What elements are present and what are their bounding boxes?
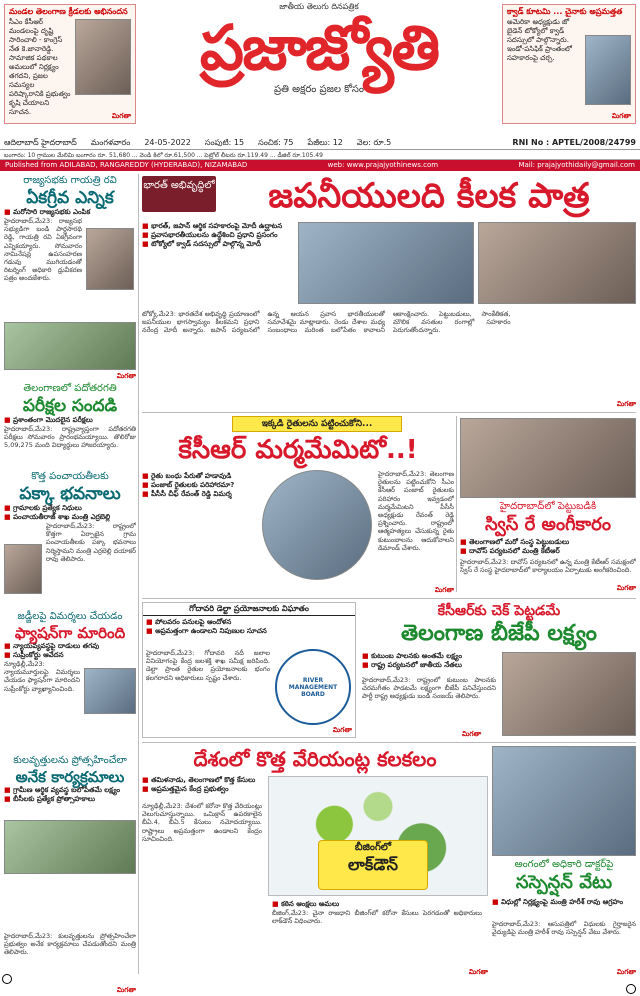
lead-photo-1 [298, 222, 474, 304]
s4-body: న్యూఢిల్లీ,మే23: న్యాయమూర్తులపై విమర్శలు చేయడం ఫ్యాషన్‌గా మారిందని సుప్రీంకోర్టు వ్యాఖ్యానించింది. [4, 660, 80, 693]
swiss-bullet-1: ■ తెలంగాణలో మరో సంస్థ పెట్టుబడులు [460, 538, 636, 547]
lead-story [142, 176, 636, 410]
left-ear-photo [75, 19, 131, 95]
swiss-photo [460, 418, 636, 498]
s5-headline: అనేక కార్యక్రమాలు [15, 768, 125, 786]
beijing-lockdown-box [318, 840, 428, 890]
s5-bullet-2: ■ బీసీలకు ప్రత్యేక ప్రోత్సాహకాలు [4, 795, 136, 804]
godavari-bullet-2: ■ అప్రమత్తంగా ఉండాలని నిపుణుల సూచన [146, 627, 352, 636]
kcr-more[interactable]: మిగతా [434, 586, 454, 594]
left-ear-more[interactable]: మిగతా [111, 112, 131, 120]
godavari-headline: గోదావరి డెల్టా ప్రయోజనాలకు విఘాతం [143, 603, 355, 616]
kcr-story [142, 416, 454, 596]
s2-headline: పరీక్షల సందడి [22, 396, 118, 416]
publication-bar [0, 160, 640, 171]
s5-more[interactable]: మిగతా [116, 986, 136, 994]
suspension-story [492, 746, 636, 978]
email-link[interactable]: Mail: prajajyothidaily@gmail.com [518, 161, 635, 169]
beijing-kicker: బీజింగ్‌లో [354, 842, 392, 853]
right-ear-box [502, 4, 636, 124]
kcr-headline: కేసీఆర్ మర్మమేమిటో..! [178, 435, 418, 465]
s1-body: హైదరాబాద్,మే23: రాజ్యసభ సభ్యుడిగా బండి పార్థసారథి రెడ్డి, గాయత్రి రవి ఏకగ్రీవంగా ఎన్నికయ్యారు. సోమవారం నామినేషన్ల ఉపసంహరణ గడువు ముగియడంతో రిటర్నింగ్ అధికారి ధ్రువీకరణ పత్రం అందజేశారు. [4, 217, 82, 283]
covid-body: న్యూఢిల్లీ,మే23: దేశంలో కరోనా కొత్త వేరియంట్లు వెలుగుచూస్తున్నాయి. ఒమిక్రాన్ ఉపరకాలైన బీఏ.4, బీఏ.5 కేసులు నమోదయ్యాయి. రాష్ట్రాలు అప్రమత్తంగా ఉండాలని కేంద్రం సూచించింది. [142, 802, 262, 843]
s4-kicker: జడ్జీలపై విమర్శలు చేయడం [17, 611, 123, 622]
volume: సంపుటి: 15 [204, 137, 245, 147]
left-column-divider [138, 174, 139, 974]
right-ear-tag: క్వాడ్ కూటమి ... చైనాకు అప్రమత్తత [507, 7, 623, 16]
s4-block [4, 610, 136, 724]
swiss-more[interactable]: మిగతా [616, 584, 636, 592]
s1-photo [86, 228, 134, 290]
publication-places: Published from ADILABAD, RANGAREDDY (HYDERABAD), NIZAMABAD [5, 161, 248, 169]
rni-number: RNI No : APTEL/2008/24799 [512, 137, 636, 147]
masthead-small-label: జాతీయ తెలుగు దినపత్రిక [279, 2, 359, 11]
swiss-headline: స్విస్ రే అంగీకారం [485, 514, 611, 535]
left-ear-box [4, 4, 136, 124]
s4-photo [84, 668, 136, 714]
beijing-bullet: ■ కఠిన ఆంక్షలు అమలు [272, 900, 482, 909]
left-column [4, 174, 136, 994]
s3-bullet-2: ■ పంచాయతీరాజ్ శాఖ మంత్రి ఎర్రబెల్లి [4, 513, 136, 522]
bjp-bullet-1: ■ కుటుంబ పాలనకు అంతమే లక్ష్యం [362, 652, 496, 661]
lower-divider [142, 742, 636, 743]
bjp-bullets [362, 652, 496, 670]
bjp-headline: తెలంగాణ బీజేపీ లక్ష్యం [401, 621, 597, 646]
s1-headline: ఏకగ్రీవ ఎన్నిక [26, 188, 114, 208]
page-count: పేజీలు: 12 [307, 137, 343, 147]
right-ear-text: అమెరికా అధ్యక్షుడు జో బైడెన్ టోక్యోలో క్వాడ్ సదస్సులో పాల్గొన్నారు. ఇండో-పసిఫిక్ ప్రాంతంలో సహకారంపై చర్చ. [507, 18, 572, 62]
s4-bullet-1: ■ న్యాయవ్యవస్థపై దాడులు తగవు [4, 642, 136, 651]
suspension-body: హైదరాబాద్,మే23: ఆసుపత్రిలో విధులకు గైర్హాజరైన వైద్యుడిపై మంత్రి హరీశ్ రావు సస్పెన్షన్ వేటు వేశారు. [492, 920, 636, 937]
date-strip [0, 136, 640, 150]
lead-bullet-1: ■ భారత్, జపాన్ ఆర్థిక సహకారంపై మోదీ ఉద్ఘాటన [142, 222, 292, 231]
covid-more[interactable]: మిగతా [468, 968, 488, 976]
swiss-divider [456, 416, 457, 592]
beijing-text [272, 900, 482, 969]
godavari-story [142, 602, 356, 738]
lead-divider [142, 412, 636, 413]
swiss-bullet-2: ■ దావోస్ పర్యటనలో మంత్రి కేటీఆర్ [460, 547, 636, 556]
swiss-story [460, 418, 636, 594]
mid-divider [142, 598, 636, 599]
bjp-more[interactable]: మిగతా [462, 730, 482, 738]
beijing-headline: లాక్‌డౌన్ [348, 855, 398, 874]
lead-bullets [142, 222, 292, 249]
right-ear-more[interactable]: మిగతా [611, 112, 631, 120]
covid-bullets [142, 776, 262, 794]
covid-bullet-2: ■ అప్రమత్తమైన కేంద్ర ప్రభుత్వం [142, 785, 262, 794]
bjp-photo [502, 652, 636, 736]
lead-bullet-3: ■ టోక్యోలో క్వాడ్ సదస్సులో పాల్గొన్న మోదీ [142, 240, 292, 249]
kcr-body: హైదరాబాద్,మే23: తెలంగాణ రైతులను పట్టించుకోని సీఎం కేసీఆర్ పంజాబ్ రైతులకు పరిహారం ఇవ్వడంలో మర్మమేమిటని పీసీసీ అధ్యక్షుడు రేవంత్ రెడ్డి ప్రశ్నించారు. రాష్ట్రంలో ఆత్మహత్యలు చేసుకున్న రైతు కుటుంబాలను ఆదుకోవాలని డిమాండ్ చేశారు. [378, 470, 454, 552]
kcr-bullet-1: ■ రైతు బంధు పేరుతో హడావుడి [142, 472, 254, 481]
suspension-kicker: అంగంలో అధికారి డాక్టర్‌పై [514, 859, 614, 870]
s1-bullet: ■ మరోసారి రాజ్యసభకు ఎంపిక [4, 208, 136, 217]
lead-more[interactable]: మిగతా [616, 400, 636, 408]
s3-bullet-1: ■ గ్రామాలకు ప్రత్యేక నిధులు [4, 504, 136, 513]
s1-more[interactable]: మిగతా [116, 372, 136, 380]
suspension-more[interactable]: మిగతా [616, 968, 636, 976]
s3-photo [4, 544, 42, 594]
lead-kicker-box: భారత్ అభివృద్ధిలో [142, 176, 216, 212]
price-strip: బంగారం: 10 గ్రాముల మేలిమి బంగారం రూ. 51,680 ... వెండి కిలో రూ.61,500 ... పెట్రోల్ లీటరు రూ.119.49 ... డీజిల్ రూ.105.49 [0, 150, 640, 160]
s3-body: హైదరాబాద్,మే23: రాష్ట్రంలో కొత్తగా ఏర్పాటైన గ్రామ పంచాయతీలకు పక్కా భవనాలు నిర్మిస్తామని మంత్రి ఎర్రబెల్లి దయాకర్ రావు తెలిపారు. [46, 522, 136, 563]
kcr-bullet-3: ■ పీసీసీ చీఫ్ రేవంత్ రెడ్డి విమర్శ [142, 490, 254, 499]
s5-kicker: కులవృత్తులను ప్రోత్సహించేలా [13, 755, 127, 766]
s5-body: హైదరాబాద్,మే23: కులవృత్తులను ప్రోత్సహించేలా ప్రభుత్వం అనేక కార్యక్రమాలు చేపడుతోందని మంత్రి తెలిపారు. [4, 932, 136, 957]
kcr-photo [262, 470, 372, 580]
s3-kicker: కొత్త పంచాయతీలకు [31, 471, 109, 482]
issue-date: 24-05-2022 [144, 137, 191, 147]
bjp-bullet-2: ■ రాష్ట్ర పర్యటనలో జాతీయ నేతలు [362, 661, 496, 670]
registration-mark-left [2, 974, 12, 984]
kcr-kicker: ఇక్కడి రైతులను పట్టించుకోని... [232, 416, 402, 432]
s2-block [4, 382, 136, 475]
swiss-bullets [460, 538, 636, 556]
godavari-board-logo: RIVER MANAGEMENT BOARD [275, 649, 351, 725]
covid-headline: దేశంలో కొత్త వేరియంట్ల కలకలం [193, 747, 437, 771]
s2-body: హైదరాబాద్,మే23: రాష్ట్రవ్యాప్తంగా పదోతరగతి పరీక్షలు సోమవారం ప్రారంభమయ్యాయి. తొలిరోజు 5,09,275 మంది విద్యార్థులు హాజరయ్యారు. [4, 425, 136, 450]
s2-kicker: తెలంగాణలో పదోతరగతి [23, 383, 117, 394]
s2-bullet: ■ ప్రశాంతంగా మొదలైన పరీక్షలు [4, 416, 136, 425]
lead-photo-2 [478, 222, 636, 304]
lead-body: టోక్యో,మే23: భారతదేశ అభివృద్ధి ప్రయాణంలో జపనీయుల భాగస్వామ్యం కీలకమని ప్రధాని నరేంద్ర మోదీ అన్నారు. జపాన్ పర్యటనలో ఉన్న ఆయన ప్రవాస భారతీయులతో సమావేశమై మాట్లాడారు. రెండు దేశాల మధ్య సంబంధాలు మరింత బలోపేతం కావాలని ఆకాంక్షించారు. పెట్టుబడులు, సాంకేతికత, మౌలిక వసతుల రంగాల్లో సహకారం పెరుగుతోందన్నారు. [142, 310, 511, 335]
kcr-bullet-2: ■ పంజాబ్ రైతులకు పరిహారమా? [142, 481, 254, 490]
lead-headline: జపనీయులది కీలక పాత్ర [268, 176, 590, 216]
website-link[interactable]: web: www.prajajyothinews.com [327, 161, 439, 169]
masthead [140, 2, 498, 132]
covid-story [142, 746, 488, 978]
s3-headline: పక్కా భవనాలు [19, 484, 121, 504]
kcr-bullets [142, 472, 254, 499]
price: వెల: రూ.5 [356, 137, 392, 147]
right-ear-photo [585, 35, 631, 105]
suspension-headline: సస్పెన్షన్ వేటు [515, 872, 613, 893]
swiss-body: హైదరాబాద్,మే23: దావోస్ పర్యటనలో ఉన్న మంత్రి కేటీఆర్ సమక్షంలో స్విస్ రే సంస్థ హైదరాబాద్‌లో కార్యాలయం ఏర్పాటుకు అంగీకరించింది. [460, 558, 636, 575]
s1-kicker: రాజ్యసభకు గాయత్రి రవి [23, 175, 117, 186]
s4-headline: ఫ్యాషన్‌గా మారింది [14, 624, 126, 642]
bjp-kicker: కేసీఆర్‌కు చెక్ పెట్టడమే [437, 603, 561, 619]
left-ear-text: సీఎం కేసీఆర్ మండలంపై దృష్టి సారించాలి - కాంగ్రెస్ నేత కె.జానారెడ్డి. సామాజిక పథకాల అమలులో నిర్లక్ష్యం తగదని, ప్రజల సమస్యల పరిష్కారానికి ప్రభుత్వం కృషి చేయాలని సూచన. [9, 18, 71, 116]
suspension-photo [492, 746, 636, 856]
masthead-tagline: ప్రతి అక్షరం ప్రజల కోసం [273, 84, 364, 95]
weekday: మంగళవారం [90, 137, 131, 147]
lead-bullet-2: ■ ప్రవాసభారతీయులను ఉద్దేశించి ప్రధాని ప్రసంగం [142, 231, 292, 240]
edition-names: ఆదిలాబాద్ హైదరాబాద్ [4, 137, 77, 147]
s3-block [4, 470, 136, 594]
godavari-bullets [143, 616, 355, 638]
s1-photo-wide [4, 322, 136, 370]
s5-bullet-1: ■ గ్రామీణ ఆర్థిక వ్యవస్థ బలోపేతమే లక్ష్యం [4, 786, 136, 795]
beijing-body: బీజింగ్,మే23: చైనా రాజధాని బీజింగ్‌లో కరోనా కేసులు పెరగడంతో అధికారులు లాక్‌డౌన్ విధించారు. [272, 909, 482, 926]
masthead-title: ప్రజాజ్యోతి [199, 11, 439, 84]
s5-photo [4, 820, 136, 874]
swiss-kicker: హైదరాబాద్‌లో పెట్టుబడికి [499, 501, 597, 512]
left-ear-tag: మండల తెలంగాణ క్రీడలకు అభినందన [9, 7, 128, 16]
covid-bullet-1: ■ తమిళనాడు, తెలంగాణలో కొత్త కేసులు [142, 776, 262, 785]
godavari-body: హైదరాబాద్,మే23: గోదావరి నదీ జలాల వినియోగంపై కేంద్ర జలశక్తి శాఖ సమీక్ష జరిపింది. డెల్టా ప్రాంత రైతుల ప్రయోజనాలకు భంగం కలగరాదని అధికారులు స్పష్టం చేశారు. [146, 649, 270, 682]
registration-mark-right [626, 984, 636, 994]
s5-block [4, 754, 136, 996]
godavari-more[interactable]: మిగతా [332, 726, 352, 734]
bjp-body: హైదరాబాద్,మే23: రాష్ట్రంలో కుటుంబ పాలనకు చరమగీతం పాడటమే లక్ష్యంగా బీజేపీ పనిచేస్తుందని పార్టీ రాష్ట్ర అధ్యక్షుడు బండి సంజయ్ తెలిపారు. [362, 676, 496, 701]
issue-number: సంచిక: 75 [258, 137, 294, 147]
bjp-story [362, 602, 636, 738]
suspension-bullet: ■ విధుల్లో నిర్లక్ష్యంపై మంత్రి హరీశ్ రావు ఆగ్రహం [492, 898, 636, 907]
s4-bullet-2: ■ సుప్రీంకోర్టు ఆవేదన [4, 651, 136, 660]
godavari-bullet-1: ■ పోలవరం పనులపై ఆందోళన [146, 618, 352, 627]
